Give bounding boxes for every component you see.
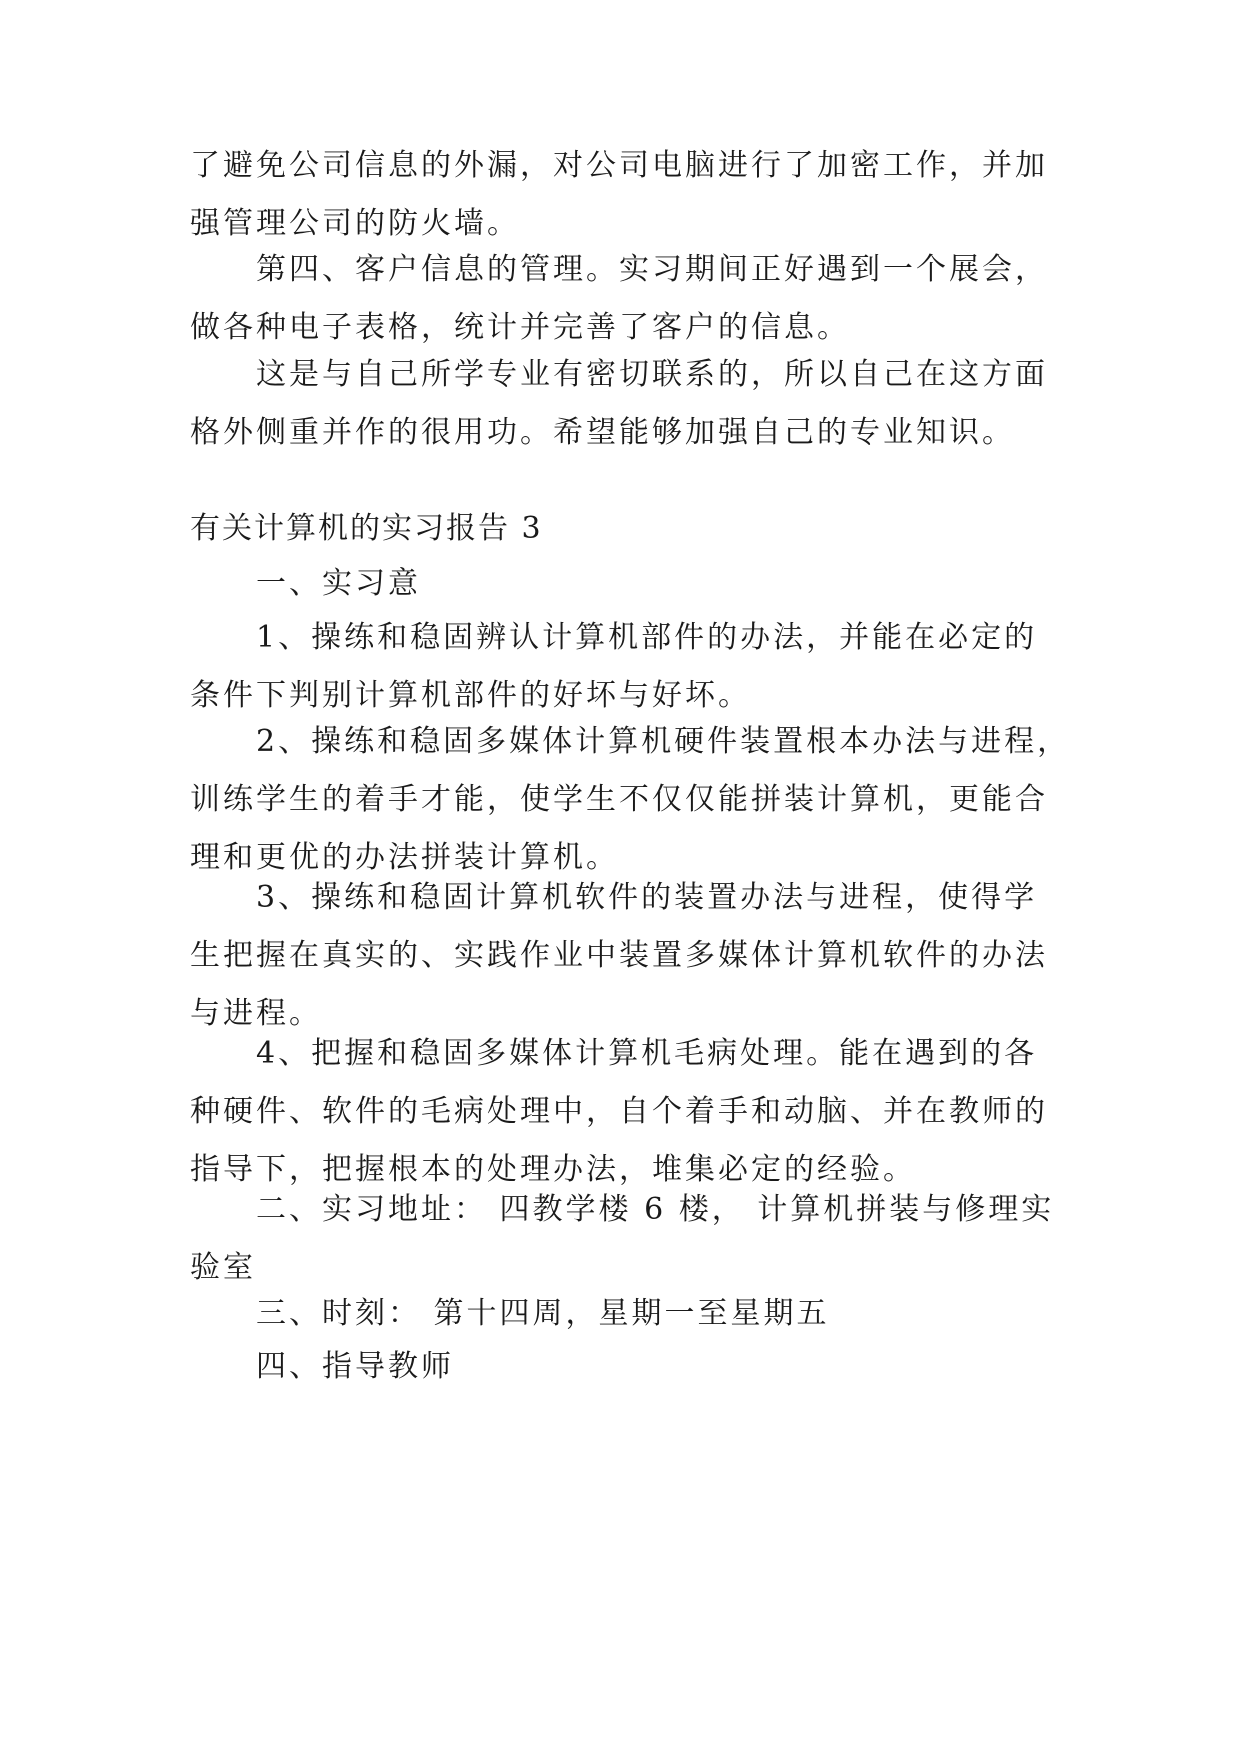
list-item-3 (190, 869, 1054, 1043)
section-purpose (190, 555, 1054, 613)
paragraph-line: 第四、客户信息的管理。实习期间正好遇到一个展会， (256, 252, 1048, 287)
paragraph-line: 1、操练和稳固辨认计算机部件的办法，并能在必定的 (256, 620, 1038, 655)
paragraph-major-relation (190, 346, 1054, 462)
paragraph-encryption (190, 137, 1054, 253)
section-location (190, 1181, 1054, 1297)
section-instructor (190, 1338, 1054, 1396)
section-title: 一、实习意 (256, 566, 421, 601)
paragraph-line: 指导下，把握根本的处理办法，堆集必定的经验。 (190, 1152, 916, 1187)
report-title: 有关计算机的实习报告 3 (190, 511, 543, 546)
paragraph-customer-info (190, 241, 1054, 357)
paragraph-line: 验室 (190, 1250, 256, 1285)
paragraph-line: 种硬件、软件的毛病处理中，自个着手和动脑、并在教师的 (190, 1094, 1048, 1129)
section-title: 四、指导教师 (256, 1349, 454, 1384)
paragraph-line: 了避免公司信息的外漏，对公司电脑进行了加密工作，并加 (190, 148, 1048, 183)
paragraph-line: 强管理公司的防火墙。 (190, 206, 520, 241)
section-time (190, 1285, 1054, 1343)
paragraph-line: 4、把握和稳固多媒体计算机毛病处理。能在遇到的各 (256, 1036, 1038, 1071)
paragraph-line: 理和更优的办法拼装计算机。 (190, 840, 619, 875)
paragraph-line: 2、操练和稳固多媒体计算机硬件装置根本办法与进程， (256, 724, 1071, 759)
section-title: 三、时刻： 第十四周，星期一至星期五 (256, 1296, 830, 1331)
paragraph-line: 与进程。 (190, 996, 322, 1031)
list-item-4 (190, 1025, 1054, 1199)
paragraph-line: 二、实习地址： 四教学楼 6 楼， 计算机拼装与修理实 (256, 1192, 1055, 1227)
paragraph-line: 格外侧重并作的很用功。希望能够加强自己的专业知识。 (190, 415, 1015, 450)
paragraph-line: 3、操练和稳固计算机软件的装置办法与进程，使得学 (256, 880, 1038, 915)
paragraph-line: 这是与自己所学专业有密切联系的，所以自己在这方面 (256, 357, 1048, 392)
paragraph-line: 训练学生的着手才能，使学生不仅仅能拼装计算机，更能合 (190, 782, 1048, 817)
list-item-2 (190, 713, 1071, 887)
paragraph-line: 条件下判别计算机部件的好坏与好坏。 (190, 678, 751, 713)
paragraph-line: 生把握在真实的、实践作业中装置多媒体计算机软件的办法 (190, 938, 1048, 973)
paragraph-line: 做各种电子表格，统计并完善了客户的信息。 (190, 310, 850, 345)
list-item-1 (190, 609, 1054, 725)
report-heading (190, 500, 1054, 558)
